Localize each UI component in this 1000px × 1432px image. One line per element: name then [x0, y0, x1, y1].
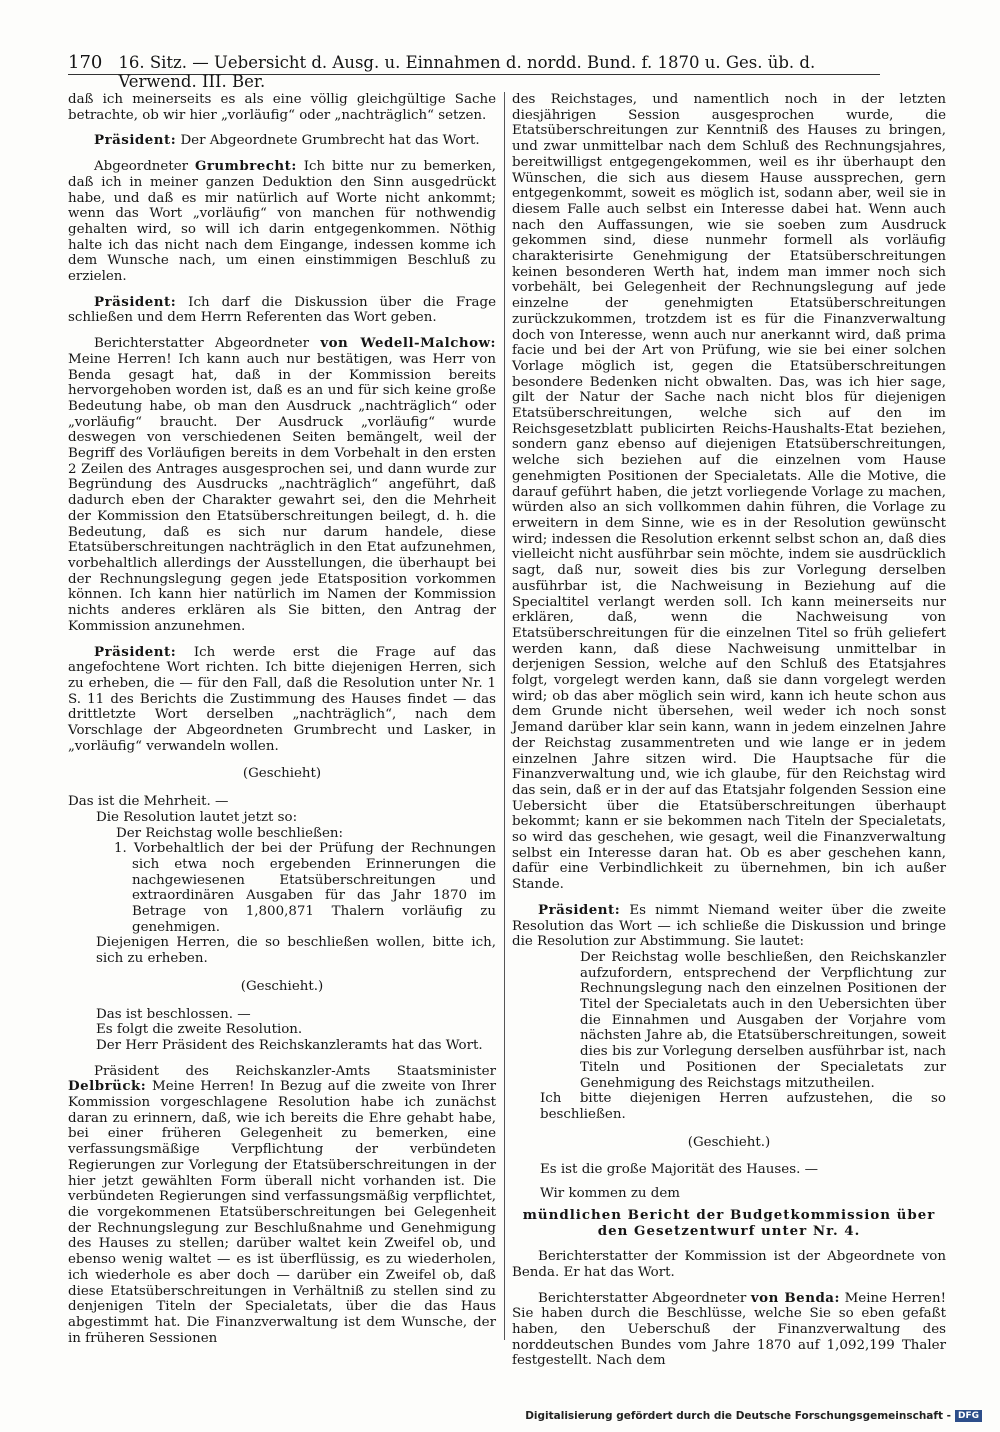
resolution-item: 1. Vorbehaltlich der bei der Prüfung der Rechnungen sich etwa noch ergebenden Erinnerungen die nachgewiesenen Etatsüberschreitungen und extraordinären Ausgaben für das Jahr 1870 im Betrage von 1,800,871 Thalern vorläufig zu genehmigen.: [114, 841, 496, 935]
speaker: Präsident:: [94, 293, 177, 310]
speech: [68, 645, 496, 755]
line: Es folgt die zweite Resolution.: [96, 1022, 303, 1038]
speaker: von Wedell-Malchow:: [320, 335, 496, 352]
line: Das ist die Mehrheit. —: [68, 794, 229, 810]
speaker-role: Berichterstatter Abgeordneter: [94, 336, 321, 352]
speech-text: Ich darf die Diskussion über die Frage schließen und dem Herrn Referenten das Wort geben.: [68, 294, 496, 326]
speaker-role: Berichterstatter Abgeordneter: [538, 1290, 751, 1306]
line: Der Herr Präsident des Reichskanzleramts hat das Wort.: [96, 1037, 483, 1053]
footer-credit: Digitalisierung gefördert durch die Deutsche Forschungsgemeinschaft -: [525, 1410, 951, 1422]
speech-text: Meine Herren! Ich kann auch nur bestätigen, was Herr von Benda gesagt hat, daß in der Kommission bereits hervorgehoben worden ist, daß es an und für sich keine große Bedeutung habe, ob man den Ausdruck „nachträglich“ oder „vorläufig“ braucht. Der Ausdruck „vorläufig“ wurde deswegen von verschiedenen Seiten bemängelt, weil der Begriff des Vorläufigen bereits in dem Vorbehalt in den ersten 2 Zeilen des Antrages ausgesprochen sei, und dann wurde zur Begründung des Ausdrucks „nachträglich“ angeführt, daß dadurch eben der Charakter gewahrt sei, den die Mehrheit der Kommission den Etatsüberschreitungen beilegt, d. h. die Bedeutung, daß es sich nur darum handele, diese Etatsüberschreitungen nachträglich in den Etat aufzunehmen, vorbehaltlich allerdings der Ausstellungen, die überhaupt bei der Rechnungslegung gegen jede Etatsposition vorkommen können. Ich kann hier natürlich im Namen der Kommission nichts anderes erklären als Sie bitten, den Antrag der Kommission anzunehmen.: [68, 351, 496, 634]
stage-direction: (Geschieht.): [687, 1134, 771, 1150]
speech-text: Meine Herren! Sie haben durch die Beschlüsse, welche Sie so eben gefaßt haben, den Ueberschuß der Finanzverwaltung des norddeutschen Bundes vom Jahre 1870 auf 1,092,199 Thaler festgestellt. Nach dem: [512, 1290, 946, 1369]
speech-text: Der Abgeordnete Grumbrecht hat das Wort.: [176, 133, 480, 149]
speech-text: Ich werde erst die Frage auf das angefochtene Wort richten. Ich bitte diejenigen Herren, sich zu erheben, die — für den Fall, daß die Resolution unter Nr. 1 S. 11 des Berichts die Zustimmung des Hauses findet — das drittletzte Wort derselben „nachträglich“, nach dem Vorschlage der Abgeordneten Grumbrecht und Lasker, in „vorläufig“ verwandeln wollen.: [68, 644, 496, 754]
line: Wir kommen zu dem: [540, 1186, 680, 1202]
line: Diejenigen Herren, die so beschließen wollen, bitte ich, sich zu erheben.: [96, 935, 496, 967]
speech-text: Meine Herren! In Bezug auf die zweite von Ihrer Kommission vorgeschlagene Resolution habe ich zunächst daran zu erinnern, daß, wie ich bereits die Ehre gehabt habe, bei einer früheren Gelegenheit zu bemerken, eine verfassungsmäßige Verpflichtung der verbündeten Regierungen zur Vorlegung der Etatsüberschreitungen in der hier jetzt gewählten Form überall nicht vorhanden ist. Die verbündeten Regierungen sind verfassungsmäßig verpflichtet, die vorgekommenen Etatsüberschreitungen bei Gelegenheit der Rechnungslegung zur Beschlußnahme und Genehmigung des Hauses zu stellen; darüber waltet kein Zweifel ob, und ebenso wenig waltet — es ist überflüssig, es zu wiederholen, ich wiederhole es aber doch — darüber ein Zweifel ob, daß diese Etatsüberschreitungen in Verhältniß zu stellen sind zu denjenigen Titeln der Specialetats, über die das Haus abgestimmt hat. Die Finanzverwaltung ist dem Wunsche, der in früheren Sessionen: [68, 1079, 496, 1346]
speech: [512, 1291, 946, 1370]
speech: [68, 295, 496, 326]
resolution-quote: Der Reichstag wolle beschließen, den Reichskanzler aufzufordern, entsprechend der Verpflichtung zur Rechnungslegung nach den einzelnen Positionen der Titel der Specialetats auch in den Uebersichten über die Einnahmen und Ausgaben der Vorjahre vom nächsten Jahre ab, die Etatsüberschreitungen, soweit dies bis zur Vorlegung derselben ausführbar ist, nach Titeln und Positionen der Specialetats zur Genehmigung des Reichstags mitzutheilen.: [580, 949, 946, 1091]
paragraph: daß ich meinerseits es als eine völlig gleichgültige Sache betrachte, ob wir hier „vorläufig“ oder „nachträglich“ setzen.: [68, 92, 496, 123]
left-column: [68, 92, 496, 1346]
dfg-logo: DFG: [955, 1410, 982, 1422]
line: Das ist beschlossen. —: [96, 1006, 251, 1022]
speech: [68, 336, 496, 634]
speaker-role: Abgeordneter: [94, 159, 195, 175]
speaker: Grumbrecht:: [194, 158, 297, 175]
right-column: [512, 92, 946, 1369]
footer: [525, 1410, 982, 1422]
speech: [68, 133, 496, 149]
speech: [512, 903, 946, 950]
speaker: Präsident:: [538, 901, 621, 918]
column-divider: [504, 92, 505, 1340]
speaker: Präsident:: [94, 132, 177, 149]
line: Es ist die große Majorität des Hauses. —: [540, 1162, 818, 1178]
speech-text: Ich bitte nur zu bemerken, daß ich in meiner ganzen Deduktion den Sinn ausgedrückt habe, und daß es mir natürlich auf Worte nicht ankommt; wenn das Wort „vorläufig“ von manchen für nothwendig gehalten wird, so will ich darin entgegenkommen. Nöthig halte ich das nicht nach dem Eingange, indessen komme ich dem Wunsche nach, um einen einstimmigen Beschluß zu erzielen.: [68, 159, 496, 285]
line: Ich bitte diejenigen Herren aufzustehen, die so beschließen.: [540, 1091, 946, 1122]
line: Die Resolution lautet jetzt so:: [96, 809, 298, 825]
speech: [68, 159, 496, 285]
paragraph: Berichterstatter der Kommission ist der Abgeordnete von Benda. Er hat das Wort.: [512, 1249, 946, 1280]
running-title: 16. Sitz. — Uebersicht d. Ausg. u. Einnahmen d. nordd. Bund. f. 1870 u. Ges. üb. d. Verwend. III. Ber.: [118, 53, 816, 91]
speech: [68, 1064, 496, 1347]
speech-text: Es nimmt Niemand weiter über die zweite Resolution das Wort — ich schließe die Diskussion und bringe die Resolution zur Abstimmung. Sie lautet:: [512, 902, 946, 950]
page-header: [68, 52, 880, 91]
line: Der Reichstag wolle beschließen:: [116, 825, 344, 841]
stage-direction: (Geschieht): [242, 766, 322, 782]
speaker: Delbrück:: [68, 1078, 147, 1095]
paragraph: des Reichstages, und namentlich noch in der letzten diesjährigen Session ausgesprochen wurde, die Etatsüberschreitungen zur Kenntniß des Hauses zu bringen, und zwar unmittelbar nach dem Schluß des Rechnungsjahres, bereitwilligst entgegengekommen, weil es ihr überhaupt den Wünschen, die sich aus diesem Hause aussprechen, gern entgegenkommt, soweit es möglich ist, sodann aber, weil sie in diesem Falle auch selbst ein Interesse dabei hat. Wenn auch nach den Auffassungen, wie sie soeben zum Ausdruck gekommen sind, diese nunmehr formell als vorläufig charakterisirte Genehmigung der Etatsüberschreitungen keinen besonderen Werth hat, indem man immer noch sich vorbehält, bei Gelegenheit der Rechnungslegung auf jede einzelne der genehmigten Etatsüberschreitungen zurückzukommen, trotzdem ist es für die Finanzverwaltung doch von Interesse, wenn auch nur anerkannt wird, daß prima facie und bei der Art von Prüfung, wie sie bei einer solchen Vorlage möglich ist, gegen die Etatsüberschreitungen besondere Bedenken nicht obwalten. Das, was ich hier sage, gilt der Natur der Sache nach nicht blos für diejenigen Etatsüberschreitungen, welche sich auf den im Reichsgesetzblatt publicirten Reichs-Haushalts-Etat beziehen, sondern ganz ebenso auf diejenigen Etatsüberschreitungen, welche sich beziehen auf die einzelnen vom Hause genehmigten Positionen der Specialetats. Alle die Motive, die darauf geführt haben, die jetzt vorliegende Vorlage zu machen, würden also an sich vollkommen dahin führen, die Vorlage zu erweitern in dem Sinne, wie es in der Resolution gewünscht wird; indessen die Resolution erkennt selbst schon an, daß dies vielleicht nicht ausführbar sein möchte, indem sie ausdrücklich sagt, daß nur, soweit dies bis zur Vorlegung derselben ausführbar ist, die Nachweisung in Beziehung auf die Specialtitel verlangt werden soll. Ich kann meinerseits nur erklären, daß, wenn die Nachweisung von Etatsüberschreitungen für die einzelnen Titel so früh geliefert werden kann, daß diese Nachweisung unmittelbar in derjenigen Session, welche auf den Schluß des Etatsjahres folgt, vorgelegt werden kann, daß sie dann vorgelegt werden wird; ob das aber möglich sein wird, kann ich heute schon aus dem Grunde nicht übersehen, weil weder ich noch sonst Jemand darüber klar sein kann, wann in jedem einzelnen Jahre der Reichstag zusammentreten und wie lange er in jedem einzelnen Jahre sitzen wird. Die Hauptsache für die Finanzverwaltung und, wie ich glaube, für den Reichstag wird das sein, daß er in der auf das Etatsjahr folgenden Session eine Uebersicht über die Etatsüberschreitungen überhaupt bekommt; kann er sie bekommen nach Titeln der Specialetats, so wird das geschehen, wie gesagt, weil die Finanzverwaltung selbst ein Interesse daran hat. Ob es aber geschehen kann, dafür eine Verbindlichkeit zu übernehmen, bin ich außer Stande.: [512, 92, 946, 893]
stage-direction: (Geschieht.): [240, 978, 324, 994]
speaker-role: Präsident des Reichskanzler-Amts Staatsminister: [94, 1063, 496, 1079]
speaker: von Benda:: [750, 1289, 840, 1306]
speaker: Präsident:: [94, 643, 177, 660]
section-heading: mündlichen Bericht der Budgetkommission über den Gesetzentwurf unter Nr. 4.: [522, 1206, 936, 1239]
page-number: 170: [68, 52, 103, 73]
